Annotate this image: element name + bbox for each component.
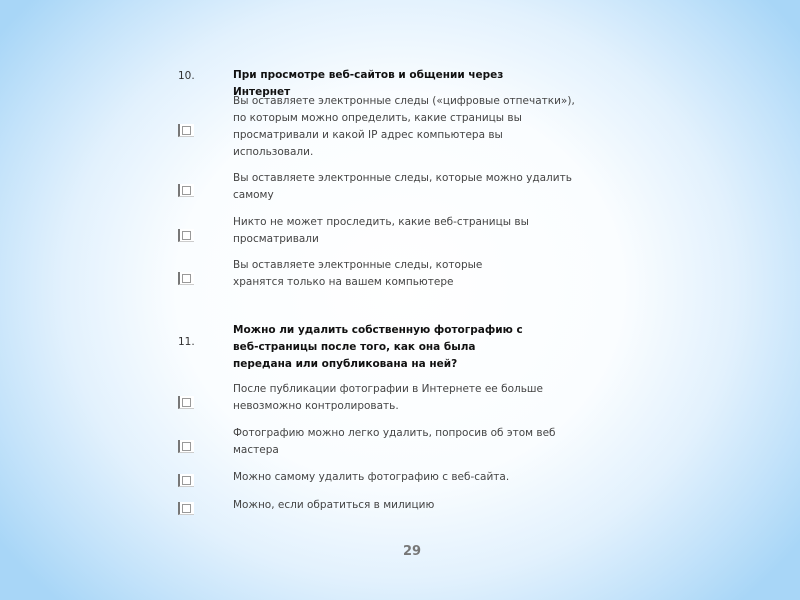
answer-option: Вы оставляете электронные следы, которые можно удалить самому: [233, 172, 572, 201]
answer-option: Никто не может проследить, какие веб-страницы вы просматривали: [233, 216, 529, 245]
answer-checkbox[interactable]: [178, 229, 194, 242]
answer-checkbox[interactable]: [178, 272, 194, 285]
answer-checkbox[interactable]: [178, 502, 194, 515]
question-number: 10.: [178, 70, 195, 82]
question-title: При просмотре веб-сайтов и общении через Интернет: [233, 69, 504, 98]
answer-option: Вы оставляете электронные следы («цифровые отпечатки»), по которым можно определить, какие страницы вы просматривали и какой IP адрес компьютера вы использовали.: [233, 95, 575, 158]
answer-option: Можно, если обратиться в милицию: [233, 499, 435, 511]
answer-checkbox[interactable]: [178, 440, 194, 453]
answer-checkbox[interactable]: [178, 184, 194, 197]
answer-checkbox[interactable]: [178, 396, 194, 409]
answer-checkbox[interactable]: [178, 124, 194, 137]
answer-option: Фотографию можно легко удалить, попросив об этом веб мастера: [233, 427, 556, 456]
answer-option: После публикации фотографии в Интернете ее больше невозможно контролировать.: [233, 383, 543, 412]
question-number: 11.: [178, 336, 195, 348]
question-title: Можно ли удалить собственную фотографию с веб-страницы после того, как она была передана или опубликована на ней?: [233, 324, 523, 370]
answer-option: Вы оставляете электронные следы, которые хранятся только на вашем компьютере: [233, 259, 483, 288]
answer-checkbox[interactable]: [178, 474, 194, 487]
page-number: 29: [403, 544, 422, 559]
answer-option: Можно самому удалить фотографию с веб-сайта.: [233, 471, 510, 483]
